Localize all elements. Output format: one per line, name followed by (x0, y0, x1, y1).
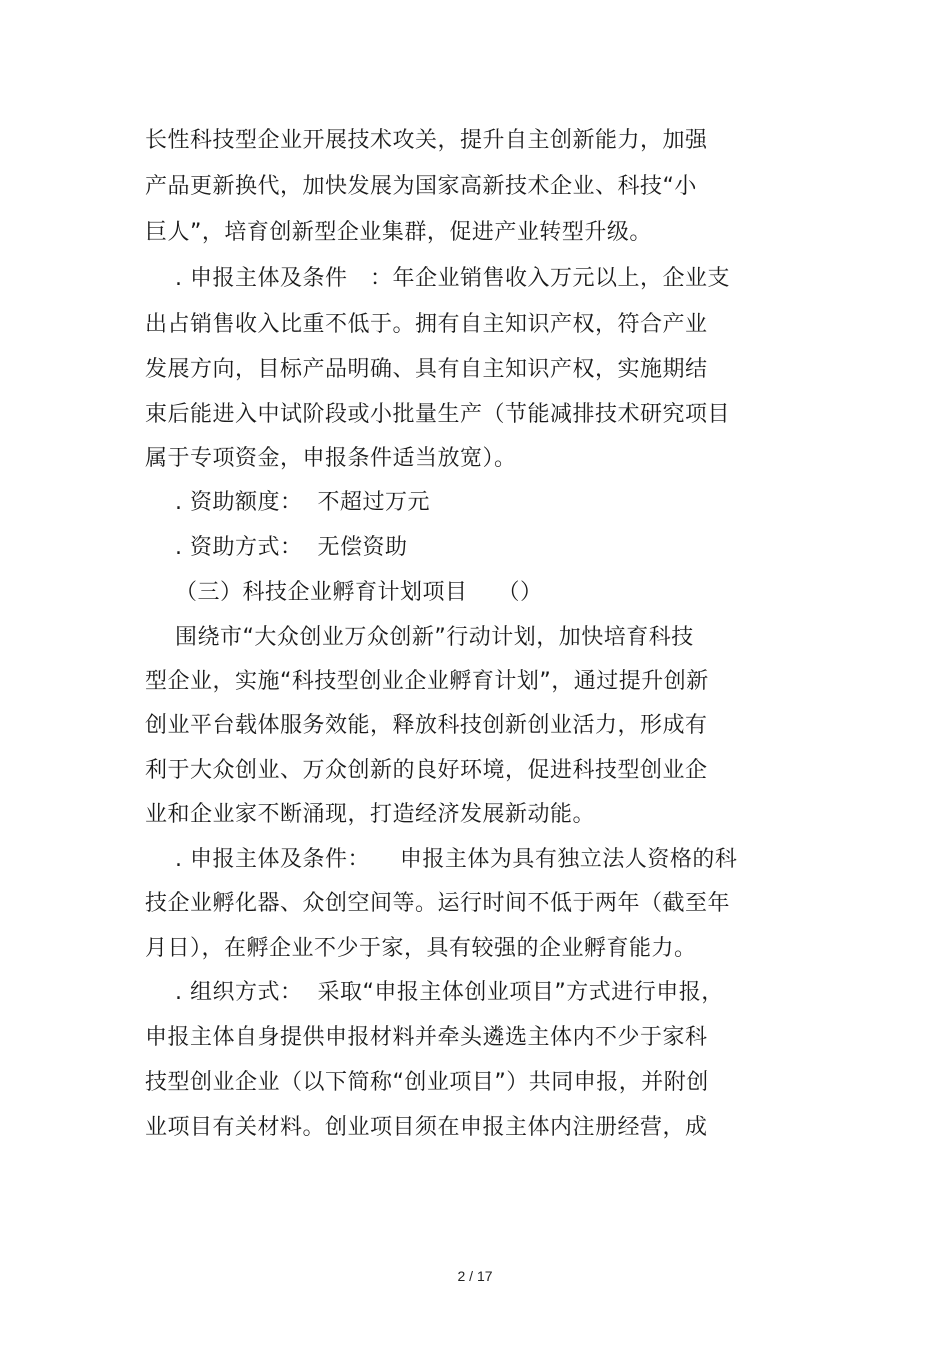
text-line: . 组织方式： 采取“申报主体创业项目”方式进行申报， (145, 980, 724, 1005)
text-line: 巨人”，培育创新型企业集群，促进产业转型升级。 (145, 220, 652, 245)
text-line: 月日），在孵企业不少于家，具有较强的企业孵育能力。 (145, 936, 697, 961)
text-line: 业和企业家不断涌现，打造经济发展新动能。 (145, 802, 596, 827)
text-line: 围绕市“大众创业万众创新”行动计划，加快培育科技 (145, 625, 694, 650)
text-line: 束后能进入中试阶段或小批量生产（节能减排技术研究项目 (145, 402, 731, 427)
text-line: 技企业孵化器、众创空间等。运行时间不低于两年（截至年 (145, 891, 731, 916)
text-line: 利于大众创业、万众创新的良好环境，促进科技型创业企 (145, 758, 708, 783)
text-line: 技型创业企业（以下简称“创业项目”）共同申报，并附创 (145, 1070, 709, 1095)
text-line: 属于专项资金，申报条件适当放宽）。 (145, 446, 517, 471)
text-line: . 申报主体及条件 ：年企业销售收入万元以上，企业支 (145, 266, 730, 291)
text-line: 业项目有关材料。创业项目须在申报主体内注册经营，成 (145, 1115, 708, 1140)
text-line: 长性科技型企业开展技术攻关，提升自主创新能力，加强 (145, 128, 708, 153)
section-heading: （三）科技企业孵育计划项目 （） (145, 580, 543, 605)
text-line: . 资助方式： 无偿资助 (145, 535, 408, 560)
text-line: 发展方向，目标产品明确、具有自主知识产权，实施期结 (145, 357, 708, 382)
text-line: 产品更新换代，加快发展为国家高新技术企业、科技“小 (145, 174, 697, 199)
text-line: . 申报主体及条件： 申报主体为具有独立法人资格的科 (145, 847, 738, 872)
text-line: . 资助额度： 不超过万元 (145, 490, 430, 515)
page-number: 2 / 17 (457, 1268, 493, 1284)
text-line: 创业平台载体服务效能，释放科技创新创业活力，形成有 (145, 713, 708, 738)
text-line: 型企业，实施“科技型创业企业孵育计划”，通过提升创新 (145, 669, 709, 694)
text-line: 申报主体自身提供申报材料并牵头遴选主体内不少于家科 (145, 1025, 708, 1050)
text-line: 出占销售收入比重不低于。拥有自主知识产权，符合产业 (145, 312, 708, 337)
